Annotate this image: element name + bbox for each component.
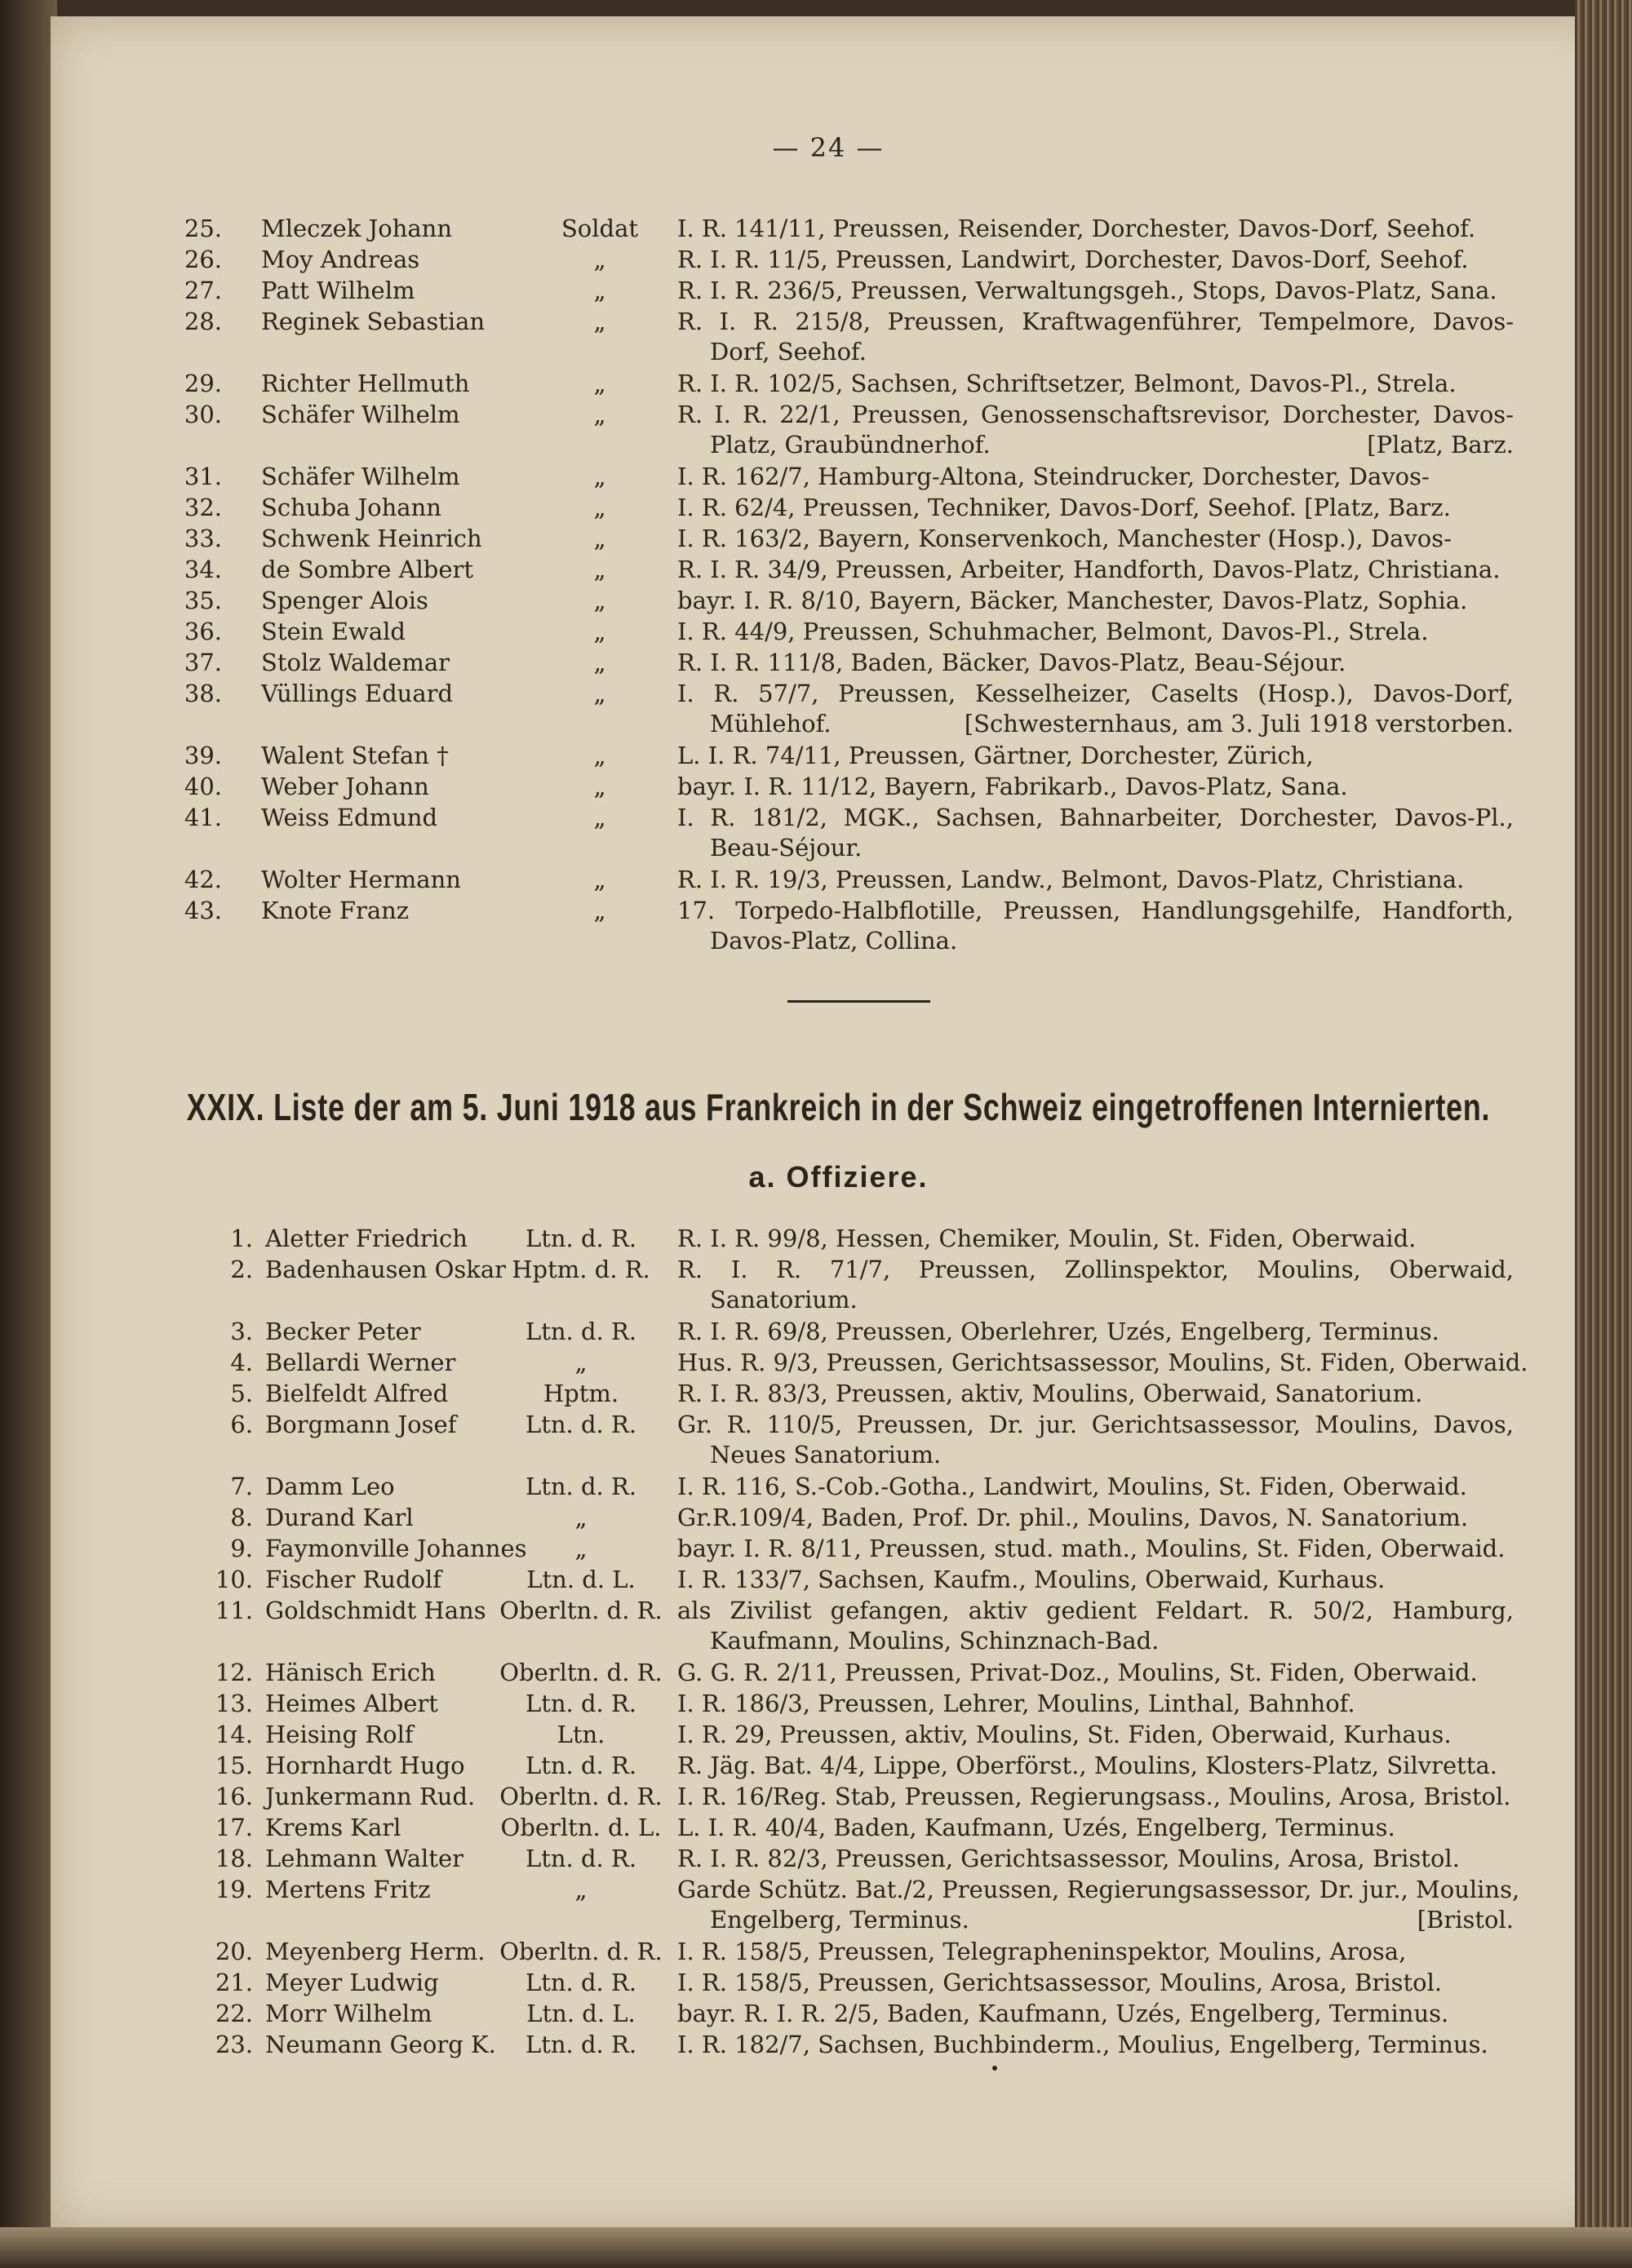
- entry-details-line2: Kaufmann, Moulins, Schinznach-Bad.: [710, 1627, 1160, 1654]
- entry-details-line: 17. Torpedo-Halbflotille, Preussen, Handlungsgehilfe, Handforth,: [677, 897, 1514, 924]
- entry-number: 43.: [184, 897, 222, 924]
- table-row: [0, 1782, 1632, 1814]
- entry-number: 20.: [215, 1938, 253, 1965]
- entry-number: 18.: [215, 1845, 253, 1872]
- entry-details-line: R. I. R. 34/9, Preussen, Arbeiter, Handforth, Davos-Platz, Christiana.: [677, 556, 1501, 583]
- entry-details: [677, 1813, 1514, 1843]
- entry-details: [677, 803, 1514, 863]
- entry-details: [677, 772, 1514, 802]
- entry-rank: Hptm.: [543, 1380, 619, 1407]
- entry-number: 42.: [184, 866, 222, 893]
- entry-number: 40.: [184, 773, 222, 800]
- table-row: [0, 1658, 1632, 1690]
- entry-details: [677, 369, 1514, 399]
- table-row: [0, 772, 1632, 804]
- entry-number: 21.: [215, 1969, 253, 1996]
- entry-number: 34.: [184, 556, 222, 583]
- entry-details-line: R. I. R. 69/8, Preussen, Oberlehrer, Uzés, Engelberg, Terminus.: [677, 1318, 1439, 1345]
- entry-details: [677, 1844, 1514, 1874]
- entry-details-line: als Zivilist gefangen, aktiv gedient Feldart. R. 50/2, Hamburg,: [677, 1597, 1514, 1624]
- entry-details-line: I. R. 44/9, Preussen, Schuhmacher, Belmont, Davos-Pl., Strela.: [677, 618, 1429, 645]
- entry-rank: „: [593, 618, 606, 645]
- entry-rank: „: [593, 246, 606, 273]
- entry-details-line: I. R. 116, S.-Cob.-Gotha., Landwirt, Moulins, St. Fiden, Oberwaid.: [677, 1473, 1467, 1500]
- entry-rank: Ltn. d. R.: [525, 1969, 637, 1996]
- entry-number: 12.: [215, 1659, 253, 1686]
- entry-details-line: bayr. I. R. 8/11, Preussen, stud. math., Moulins, St. Fiden, Oberwaid.: [677, 1535, 1506, 1562]
- entry-name: Stolz Waldemar: [261, 649, 450, 676]
- entry-details-line: G. G. R. 2/11, Preussen, Privat-Doz., Moulins, St. Fiden, Oberwaid.: [677, 1659, 1478, 1686]
- table-row: [0, 1751, 1632, 1783]
- entry-number: 38.: [184, 680, 222, 707]
- entry-name: Heimes Albert: [265, 1690, 438, 1717]
- entry-details-continuation: [677, 1905, 1514, 1935]
- entry-number: 13.: [215, 1690, 253, 1717]
- entry-name: Schwenk Heinrich: [261, 525, 482, 552]
- entry-name: Hornhardt Hugo: [265, 1752, 465, 1779]
- entry-rank: „: [593, 556, 606, 583]
- entry-number: 16.: [215, 1783, 253, 1810]
- entry-number: 4.: [230, 1349, 253, 1376]
- entry-number: 10.: [215, 1566, 253, 1593]
- entry-bracket-note: [Schwesternhaus, am 3. Juli 1918 verstorben.: [964, 710, 1514, 738]
- book-edge: [1575, 0, 1632, 2268]
- entry-name: Aletter Friedrich: [265, 1225, 468, 1252]
- entry-rank: „: [593, 463, 606, 490]
- entry-name: Schäfer Wilhelm: [261, 463, 460, 490]
- entry-details: [677, 1782, 1514, 1812]
- entry-name: Walent Stefan †: [261, 742, 449, 769]
- entry-number: 6.: [230, 1411, 253, 1438]
- entry-number: 1.: [230, 1225, 253, 1252]
- entry-number: 26.: [184, 246, 222, 273]
- page-gutter-shadow: [0, 0, 57, 2268]
- entry-rank: „: [574, 1876, 588, 1903]
- entry-name: Fischer Rudolf: [265, 1566, 441, 1593]
- entry-details-line: I. R. 181/2, MGK., Sachsen, Bahnarbeiter, Dorchester, Davos-Pl.,: [677, 804, 1514, 831]
- entry-number: 17.: [215, 1814, 253, 1841]
- table-row: [0, 1348, 1632, 1380]
- entry-details-continuation: [677, 1285, 1514, 1315]
- entry-name: Patt Wilhelm: [261, 277, 415, 304]
- table-row: [0, 803, 1632, 862]
- entry-details: [677, 1689, 1514, 1719]
- entry-number: 14.: [215, 1721, 253, 1748]
- entry-details: [677, 1596, 1514, 1656]
- entry-details: [677, 1503, 1514, 1533]
- entry-details: [677, 1658, 1514, 1688]
- entry-name: Vüllings Eduard: [261, 680, 454, 707]
- entry-details-continuation: [677, 709, 1514, 739]
- entry-details-line: I. R. 29, Preussen, aktiv, Moulins, St. Fiden, Oberwaid, Kurhaus.: [677, 1721, 1452, 1748]
- entry-name: Junkermann Rud.: [265, 1783, 476, 1810]
- entry-details: [677, 1348, 1528, 1378]
- entry-rank: „: [593, 897, 606, 924]
- entry-details-line: L. I. R. 74/11, Preussen, Gärtner, Dorchester, Zürich,: [677, 742, 1314, 769]
- entry-rank: Oberltn. d. R.: [499, 1597, 663, 1624]
- entry-rank: Ltn. d. R.: [525, 1473, 637, 1500]
- entry-details-continuation: [677, 337, 1514, 367]
- entry-details-line: R. I. R. 82/3, Preussen, Gerichtsassessor, Moulins, Arosa, Bristol.: [677, 1845, 1460, 1872]
- entry-name: Durand Karl: [265, 1504, 414, 1531]
- entry-details: [677, 679, 1514, 739]
- entry-name: Wolter Hermann: [261, 866, 461, 893]
- table-row: [0, 1379, 1632, 1411]
- entry-details: [677, 1720, 1514, 1750]
- entry-name: Meyenberg Herm.: [265, 1938, 486, 1965]
- entry-rank: „: [593, 525, 606, 552]
- entry-rank: Oberltn. d. L.: [500, 1814, 662, 1841]
- entry-details-line: R. I. R. 215/8, Preussen, Kraftwagenführer, Tempelmore, Davos-: [677, 308, 1514, 335]
- entry-details: [677, 400, 1514, 460]
- entry-details: [677, 648, 1514, 678]
- entry-details-line: bayr. I. R. 8/10, Bayern, Bäcker, Manchester, Davos-Platz, Sophia.: [677, 587, 1468, 614]
- entry-rank: Hptm. d. R.: [512, 1256, 650, 1283]
- entry-number: 19.: [215, 1876, 253, 1903]
- entry-number: 39.: [184, 742, 222, 769]
- table-row: [0, 524, 1632, 556]
- table-row: [0, 617, 1632, 649]
- entry-details: [677, 1317, 1514, 1347]
- entry-details-continuation: [677, 833, 1514, 863]
- entry-details: [677, 1937, 1514, 1967]
- entry-rank: „: [574, 1349, 588, 1376]
- entry-details: [677, 307, 1514, 367]
- entry-details-line2: Sanatorium.: [710, 1286, 858, 1313]
- entry-details: [677, 1472, 1514, 1502]
- entry-details-line: R. I. R. 236/5, Preussen, Verwaltungsgeh., Stops, Davos-Platz, Sana.: [677, 277, 1497, 304]
- entry-details-continuation: [677, 1626, 1514, 1656]
- entry-rank: „: [574, 1504, 588, 1531]
- entry-details: [677, 1534, 1514, 1564]
- entry-details-line: R. I. R. 22/1, Preussen, Genossenschaftsrevisor, Dorchester, Davos-: [677, 401, 1514, 428]
- entry-rank: „: [593, 649, 606, 676]
- entry-details-line: R. I. R. 19/3, Preussen, Landw., Belmont, Davos-Platz, Christiana.: [677, 866, 1465, 893]
- entry-details-line: I. R. 162/7, Hamburg-Altona, Steindrucker, Dorchester, Davos-: [677, 463, 1430, 490]
- entry-details-line: R. I. R. 111/8, Baden, Bäcker, Davos-Platz, Beau-Séjour.: [677, 649, 1346, 676]
- entry-details: [677, 1751, 1514, 1781]
- entry-number: 30.: [184, 401, 222, 428]
- entry-details-line2: Engelberg, Terminus.: [710, 1906, 969, 1934]
- entry-name: Schäfer Wilhelm: [261, 401, 460, 428]
- table-row: [0, 276, 1632, 308]
- entry-rank: Oberltn. d. R.: [499, 1938, 663, 1965]
- entry-number: 28.: [184, 308, 222, 335]
- entry-rank: Ltn. d. R.: [525, 1318, 637, 1345]
- entry-name: Borgmann Josef: [265, 1411, 457, 1438]
- entry-details-line: R. I. R. 71/7, Preussen, Zollinspektor, Moulins, Oberwaid,: [677, 1256, 1514, 1283]
- entry-details-line2: Davos-Platz, Collina.: [710, 927, 958, 955]
- entry-name: Mertens Fritz: [265, 1876, 431, 1903]
- table-row: [0, 865, 1632, 897]
- entry-number: 8.: [230, 1504, 253, 1531]
- section-title: XXIX. Liste der am 5. Juni 1918 aus Frankreich in der Schweiz eingetroffenen Internierten.: [186, 1086, 1491, 1128]
- entry-rank: Ltn. d. R.: [525, 1225, 637, 1252]
- table-row: [0, 1968, 1632, 2000]
- table-row: [0, 493, 1632, 525]
- entry-details: [677, 586, 1514, 616]
- entry-details-line: Hus. R. 9/3, Preussen, Gerichtsassessor, Moulins, St. Fiden, Oberwaid.: [677, 1349, 1528, 1376]
- entry-details-line: I. R. 182/7, Sachsen, Buchbinderm., Moulius, Engelberg, Terminus.: [677, 2031, 1488, 2058]
- table-row: [0, 555, 1632, 587]
- entry-name: Moy Andreas: [261, 246, 420, 273]
- entry-number: 2.: [230, 1256, 253, 1283]
- entry-bracket-note: [Bristol.: [1417, 1906, 1514, 1934]
- entry-details: [677, 524, 1514, 554]
- entry-details: [677, 1410, 1514, 1470]
- table-row: [0, 896, 1632, 955]
- entry-number: 37.: [184, 649, 222, 676]
- entry-details-line: I. R. 158/5, Preussen, Gerichtsassessor, Moulins, Arosa, Bristol.: [677, 1969, 1443, 1996]
- entry-number: 22.: [215, 2000, 253, 2027]
- entry-details: [677, 1255, 1514, 1315]
- entry-number: 29.: [184, 370, 222, 397]
- entry-name: Spenger Alois: [261, 587, 428, 614]
- entry-details: [677, 896, 1514, 956]
- table-row: [0, 741, 1632, 773]
- entry-details-line: R. I. R. 83/3, Preussen, aktiv, Moulins, Oberwaid, Sanatorium.: [677, 1380, 1423, 1407]
- entry-name: Meyer Ludwig: [265, 1969, 439, 1996]
- entry-rank: Ltn. d. L.: [526, 1566, 636, 1593]
- subsection-title: a. Offiziere.: [748, 1160, 929, 1194]
- entry-details: [677, 865, 1514, 895]
- entry-name: Weber Johann: [261, 773, 429, 800]
- section-divider-rule: [787, 1000, 930, 1003]
- table-row: [0, 1937, 1632, 1969]
- table-row: [0, 369, 1632, 401]
- entry-rank: „: [593, 804, 606, 831]
- entry-details-line: I. R. 186/3, Preussen, Lehrer, Moulins, Linthal, Bahnhof.: [677, 1690, 1355, 1717]
- entry-details: [677, 462, 1514, 492]
- entry-rank: Ltn. d. R.: [525, 1845, 637, 1872]
- entry-rank: Ltn. d. R.: [525, 2031, 637, 2058]
- entry-name: Badenhausen Oskar: [265, 1256, 506, 1283]
- entry-details-continuation: [677, 430, 1514, 460]
- table-row: [0, 2030, 1632, 2062]
- entry-details: [677, 1875, 1520, 1935]
- entry-number: 7.: [230, 1473, 253, 1500]
- table-row: [0, 245, 1632, 277]
- entry-name: Goldschmidt Hans: [265, 1597, 486, 1624]
- entry-rank: Ltn. d. L.: [526, 2000, 636, 2027]
- entry-rank: Oberltn. d. R.: [499, 1659, 663, 1686]
- entry-name: Morr Wilhelm: [265, 2000, 432, 2027]
- entry-name: Mleczek Johann: [261, 215, 453, 242]
- table-row: [0, 462, 1632, 494]
- entry-details-line: R. I. R. 102/5, Sachsen, Schriftsetzer, Belmont, Davos-Pl., Strela.: [677, 370, 1457, 397]
- entry-number: 11.: [215, 1597, 253, 1624]
- table-row: [0, 214, 1632, 246]
- entry-details: [677, 245, 1514, 275]
- entry-details-line: I. R. 141/11, Preussen, Reisender, Dorchester, Davos-Dorf, Seehof.: [677, 215, 1476, 242]
- entry-name: Schuba Johann: [261, 494, 441, 521]
- table-row: [0, 400, 1632, 458]
- entry-name: Damm Leo: [265, 1473, 395, 1500]
- table-row: [0, 648, 1632, 680]
- entry-number: 32.: [184, 494, 222, 521]
- entry-rank: „: [574, 1535, 588, 1562]
- entry-details-line: Gr.R.109/4, Baden, Prof. Dr. phil., Moulins, Davos, N. Sanatorium.: [677, 1504, 1469, 1531]
- entry-rank: „: [593, 401, 606, 428]
- entry-details: [677, 1565, 1514, 1595]
- entry-rank: „: [593, 308, 606, 335]
- entry-details-line2: Beau-Séjour.: [710, 834, 863, 862]
- table-row: [0, 1565, 1632, 1597]
- entry-details-line: I. R. 57/7, Preussen, Kesselheizer, Caselts (Hosp.), Davos-Dorf,: [677, 680, 1514, 707]
- entry-number: 27.: [184, 277, 222, 304]
- entry-details: [677, 555, 1514, 585]
- entry-rank: Ltn. d. R.: [525, 1752, 637, 1779]
- entry-name: Richter Hellmuth: [261, 370, 470, 397]
- entry-number: 41.: [184, 804, 222, 831]
- entry-details: [677, 1224, 1514, 1254]
- entry-details: [677, 1379, 1514, 1409]
- table-row: [0, 1534, 1632, 1566]
- entry-rank: „: [593, 866, 606, 893]
- entry-rank: Ltn. d. R.: [525, 1411, 637, 1438]
- table-row: [0, 1999, 1632, 2031]
- entry-rank: „: [593, 587, 606, 614]
- entry-details-line2: Dorf, Seehof.: [710, 338, 867, 365]
- entry-details: [677, 493, 1514, 523]
- entry-details: [677, 617, 1514, 647]
- entry-details-line: L. I. R. 40/4, Baden, Kaufmann, Uzés, Engelberg, Terminus.: [677, 1814, 1395, 1841]
- entry-number: 15.: [215, 1752, 253, 1779]
- entry-bracket-note: [Platz, Barz.: [1367, 431, 1514, 458]
- entry-number: 23.: [215, 2031, 253, 2058]
- entry-name: Neumann Georg K.: [265, 2031, 496, 2058]
- entry-rank: Ltn. d. R.: [525, 1690, 637, 1717]
- table-row: [0, 586, 1632, 618]
- entry-name: Bellardi Werner: [265, 1349, 456, 1376]
- table-row: [0, 1255, 1632, 1313]
- entry-rank: „: [593, 742, 606, 769]
- entry-details-line: R. I. R. 11/5, Preussen, Landwirt, Dorchester, Davos-Dorf, Seehof.: [677, 246, 1469, 273]
- entry-name: de Sombre Albert: [261, 556, 474, 583]
- entry-number: 9.: [230, 1535, 253, 1562]
- entry-details-line: Garde Schütz. Bat./2, Preussen, Regierungsassessor, Dr. jur., Moulins,: [677, 1876, 1520, 1903]
- entry-details-line: bayr. I. R. 11/12, Bayern, Fabrikarb., Davos-Platz, Sana.: [677, 773, 1348, 800]
- bottom-edge: [0, 2227, 1632, 2268]
- entry-details-line: Gr. R. 110/5, Preussen, Dr. jur. Gerichtsassessor, Moulins, Davos,: [677, 1411, 1514, 1438]
- entry-details-line: I. R. 163/2, Bayern, Konservenkoch, Manchester (Hosp.), Davos-: [677, 525, 1452, 552]
- table-row: [0, 1875, 1632, 1934]
- table-row: [0, 1472, 1632, 1504]
- entry-rank: Ltn.: [557, 1721, 605, 1748]
- entry-name: Reginek Sebastian: [261, 308, 486, 335]
- table-row: [0, 1596, 1632, 1654]
- entry-rank: Oberltn. d. R.: [499, 1783, 663, 1810]
- table-row: [0, 1689, 1632, 1721]
- page-number: — 24 —: [772, 132, 885, 163]
- table-row: [0, 1813, 1632, 1845]
- entry-details-line2: Neues Sanatorium.: [710, 1441, 942, 1468]
- entry-details-line: I. R. 62/4, Preussen, Techniker, Davos-Dorf, Seehof. [Platz, Barz.: [677, 494, 1451, 521]
- entry-details: [677, 1968, 1514, 1998]
- table-row: [0, 679, 1632, 738]
- entry-rank: „: [593, 277, 606, 304]
- table-row: [0, 1317, 1632, 1349]
- entry-details-line2: Platz, Graubündnerhof.: [710, 431, 991, 458]
- table-row: [0, 1224, 1632, 1256]
- entry-number: 33.: [184, 525, 222, 552]
- table-row: [0, 1720, 1632, 1752]
- entry-number: 36.: [184, 618, 222, 645]
- table-row: [0, 1844, 1632, 1876]
- entry-details-line: I. R. 158/5, Preussen, Telegrapheninspektor, Moulins, Arosa,: [677, 1938, 1407, 1965]
- entry-name: Weiss Edmund: [261, 804, 438, 831]
- entry-rank: „: [593, 494, 606, 521]
- entry-number: 3.: [230, 1318, 253, 1345]
- entry-rank: „: [593, 370, 606, 397]
- entry-rank: „: [593, 680, 606, 707]
- entry-details-line: R. Jäg. Bat. 4/4, Lippe, Oberförst., Moulins, Klosters-Platz, Silvretta.: [677, 1752, 1497, 1779]
- entry-name: Faymonville Johannes: [265, 1535, 527, 1562]
- entry-details: [677, 214, 1514, 244]
- entry-details-line: I. R. 133/7, Sachsen, Kaufm., Moulins, Oberwaid, Kurhaus.: [677, 1566, 1386, 1593]
- entry-number: 25.: [184, 215, 222, 242]
- entry-details-line: R. I. R. 99/8, Hessen, Chemiker, Moulin, St. Fiden, Oberwaid.: [677, 1225, 1417, 1252]
- entry-details: [677, 741, 1514, 771]
- ink-speck: [992, 2066, 997, 2071]
- table-row: [0, 1503, 1632, 1535]
- entry-name: Krems Karl: [265, 1814, 401, 1841]
- entry-number: 5.: [230, 1380, 253, 1407]
- entry-details: [677, 1999, 1514, 2029]
- entry-number: 31.: [184, 463, 222, 490]
- entry-name: Stein Ewald: [261, 618, 406, 645]
- entry-number: 35.: [184, 587, 222, 614]
- entry-name: Bielfeldt Alfred: [265, 1380, 449, 1407]
- entry-details: [677, 2030, 1514, 2060]
- entry-name: Hänisch Erich: [265, 1659, 436, 1686]
- entry-details-continuation: [677, 1440, 1514, 1470]
- entry-name: Knote Franz: [261, 897, 410, 924]
- entry-details: [677, 276, 1514, 306]
- entry-rank: „: [593, 773, 606, 800]
- table-row: [0, 1410, 1632, 1468]
- entry-name: Becker Peter: [265, 1318, 421, 1345]
- entry-details-line2: Mühlehof.: [710, 710, 832, 738]
- entry-details-line: I. R. 16/Reg. Stab, Preussen, Regierungsass., Moulins, Arosa, Bristol.: [677, 1783, 1511, 1810]
- entry-rank: Soldat: [561, 215, 639, 242]
- entry-details-line: bayr. R. I. R. 2/5, Baden, Kaufmann, Uzés, Engelberg, Terminus.: [677, 2000, 1449, 2027]
- table-row: [0, 307, 1632, 365]
- entry-details-continuation: [677, 926, 1514, 956]
- entry-name: Lehmann Walter: [265, 1845, 463, 1872]
- entry-name: Heising Rolf: [265, 1721, 414, 1748]
